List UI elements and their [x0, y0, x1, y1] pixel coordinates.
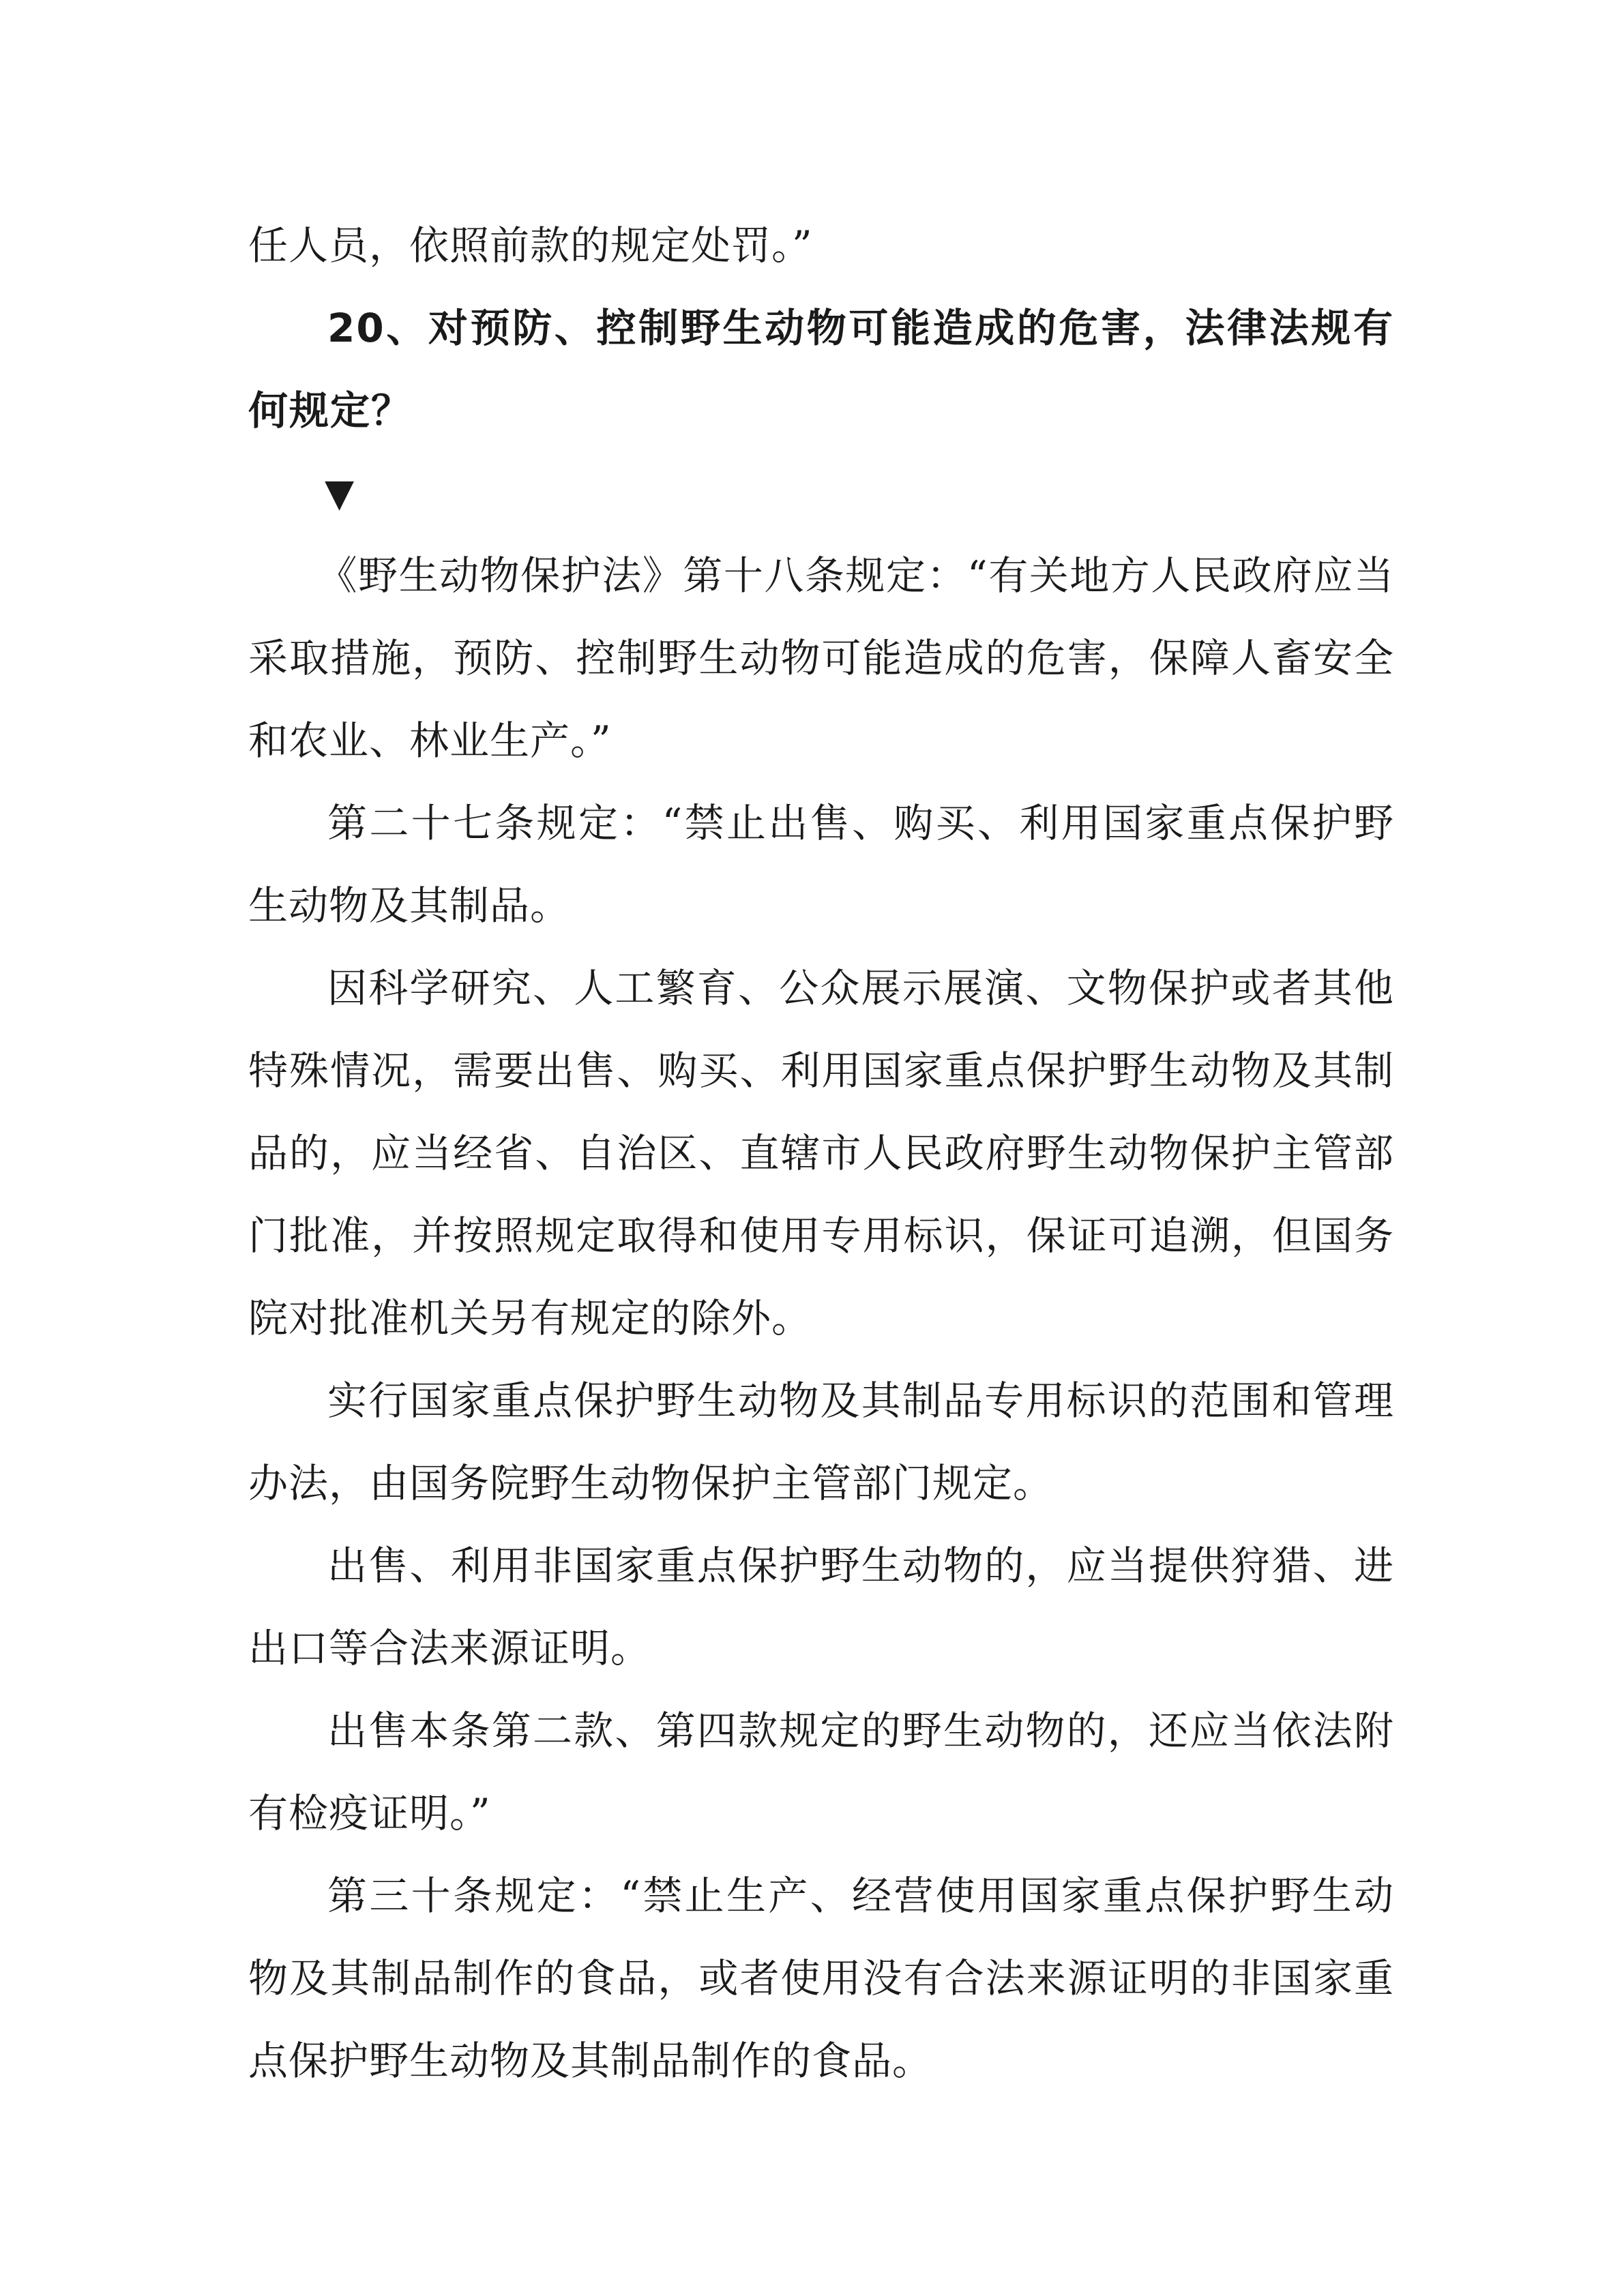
paragraph-label-scope: 实行国家重点保护野生动物及其制品专用标识的范围和管理办法，由国务院野生动物保护主管部门规定。: [248, 1377, 1394, 1506]
down-triangle-icon: ▼: [325, 471, 355, 516]
paragraph-quarantine: 出售本条第二款、第四款规定的野生动物的，还应当依法附有检疫证明。”: [248, 1708, 1394, 1836]
paragraph-legal-source: 出售、利用非国家重点保护野生动物的，应当提供狩猎、进出口等合法来源证明。: [248, 1542, 1394, 1671]
paragraph-article-27: 第二十七条规定：“禁止出售、购买、利用国家重点保护野生动物及其制品。: [248, 800, 1394, 929]
paragraph-special-cases: 因科学研究、人工繁育、公众展示展演、文物保护或者其他特殊情况，需要出售、购买、利用国家重点保护野生动物及其制品的，应当经省、自治区、直辖市人民政府野生动物保护主管部门批准，并按照规定取得和使用专用标识，保证可追溯，但国务院对批准机关另有规定的除外。: [248, 965, 1394, 1341]
paragraph-article-18: 《野生动物保护法》第十八条规定：“有关地方人民政府应当采取措施，预防、控制野生动物可能造成的危害，保障人畜安全和农业、林业生产。”: [248, 552, 1394, 764]
document-page: [248, 205, 1394, 2102]
paragraph-article-30: 第三十条规定：“禁止生产、经营使用国家重点保护野生动物及其制品制作的食品，或者使用没有合法来源证明的非国家重点保护野生动物及其制品制作的食品。: [248, 1873, 1394, 2084]
paragraph-continuation: 任人员，依照前款的规定处罚。”: [248, 222, 813, 269]
question-heading: 20、对预防、控制野生动物可能造成的危害，法律法规有何规定？: [248, 305, 1394, 434]
